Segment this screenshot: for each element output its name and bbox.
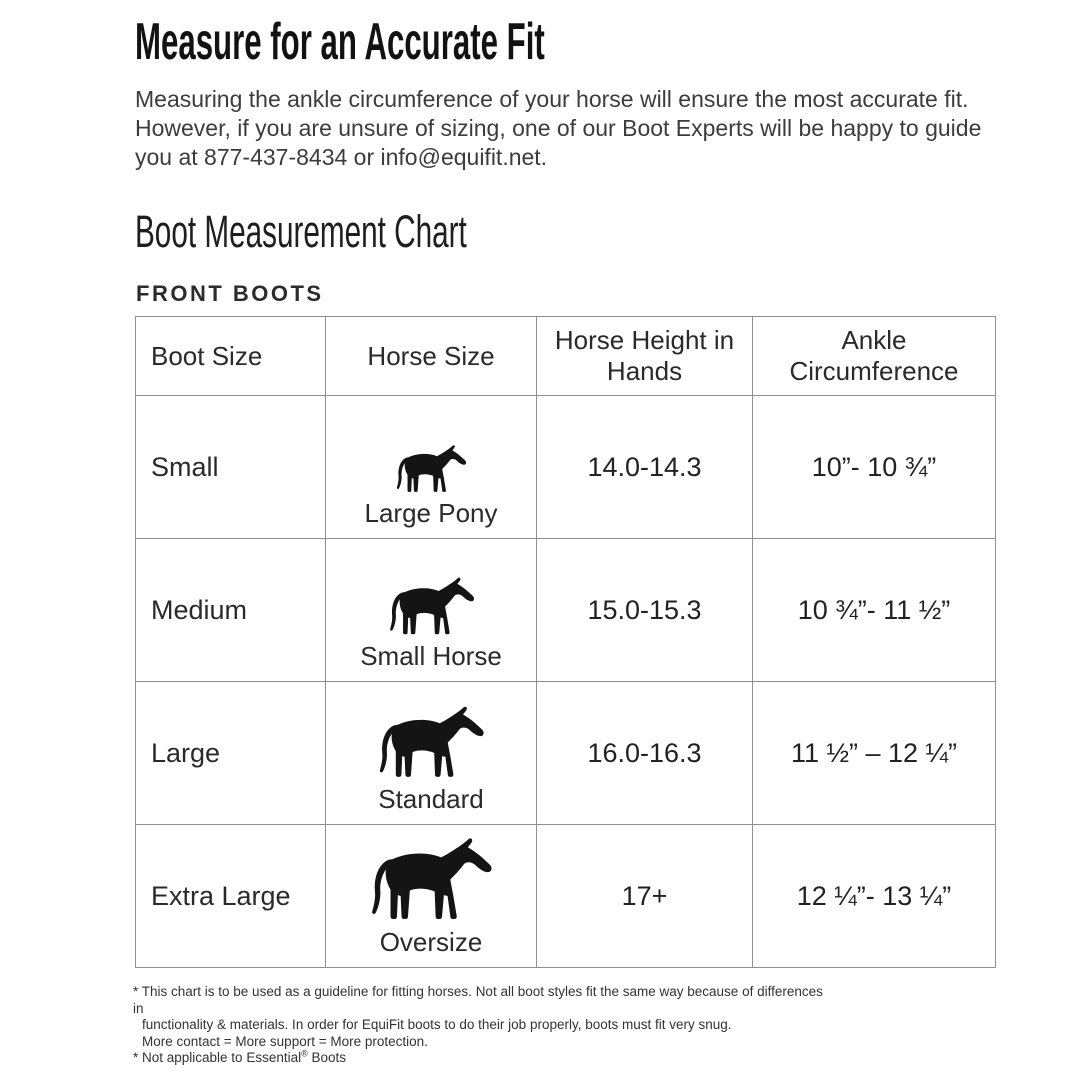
column-header-horse-height: Horse Height in Hands	[537, 317, 753, 396]
section-label-front-boots: FRONT BOOTS	[136, 281, 324, 306]
horse-height-value: 14.0-14.3	[537, 396, 753, 539]
ankle-circumference-value: 10 ¾”- 11 ½”	[753, 539, 996, 682]
table-row	[136, 825, 996, 968]
table-row	[136, 682, 996, 825]
horse-silhouette-icon	[362, 836, 500, 923]
column-header-boot-size: Boot Size	[136, 317, 326, 396]
table-row	[136, 539, 996, 682]
horse-size-label: Small Horse	[360, 641, 502, 671]
column-header-ankle-circumference: Ankle Circumference	[753, 317, 996, 396]
horse-size-cell	[326, 825, 537, 968]
horse-height-value: 15.0-15.3	[537, 539, 753, 682]
horse-size-cell	[326, 682, 537, 825]
registered-trademark-symbol: ®	[301, 1048, 308, 1059]
boot-size-value: Medium	[136, 539, 326, 682]
horse-size-label: Oversize	[379, 927, 483, 957]
ankle-circumference-value: 11 ½” – 12 ¼”	[753, 682, 996, 825]
boot-measurement-table	[135, 316, 996, 968]
footnote-line: More contact = More support = More protection.	[142, 1033, 428, 1049]
ankle-circumference-value: 12 ¼”- 13 ¼”	[753, 825, 996, 968]
chart-heading: Boot Measurement Chart	[135, 206, 467, 257]
intro-paragraph: Measuring the ankle circumference of your horse will ensure the most accurate fit. However, if you are unsure of sizing, one of our Boot Experts will be happy to guide you at 877-437-8434 or info@equifit.net.	[135, 86, 982, 170]
boot-size-value: Extra Large	[136, 825, 326, 968]
boot-size-value: Large	[136, 682, 326, 825]
footnotes	[133, 984, 833, 1067]
horse-height-value: 17+	[537, 825, 753, 968]
table-row	[136, 396, 996, 539]
page-title: Measure for an Accurate Fit	[135, 13, 545, 71]
horse-silhouette-icon	[391, 444, 471, 494]
horse-size-cell	[326, 396, 537, 539]
horse-size-cell	[326, 539, 537, 682]
horse-size-label: Large Pony	[364, 498, 498, 528]
ankle-circumference-value: 10”- 10 ¾”	[753, 396, 996, 539]
footnote-line: * This chart is to be used as a guideline for fitting horses. Not all boot styles fit the same way because of differences in	[133, 984, 823, 1016]
column-header-horse-size: Horse Size	[326, 317, 537, 396]
horse-silhouette-icon	[383, 576, 480, 637]
boot-size-value: Small	[136, 396, 326, 539]
horse-silhouette-icon	[371, 705, 491, 780]
table-header-row	[136, 317, 996, 396]
horse-height-value: 16.0-16.3	[537, 682, 753, 825]
footnote-line: * Not applicable to Essential® Boots	[133, 1048, 347, 1065]
footnote-line: functionality & materials. In order for EquiFit boots to do their job properly, boots must fit very snug.	[142, 1017, 732, 1032]
horse-size-label: Standard	[378, 784, 484, 814]
